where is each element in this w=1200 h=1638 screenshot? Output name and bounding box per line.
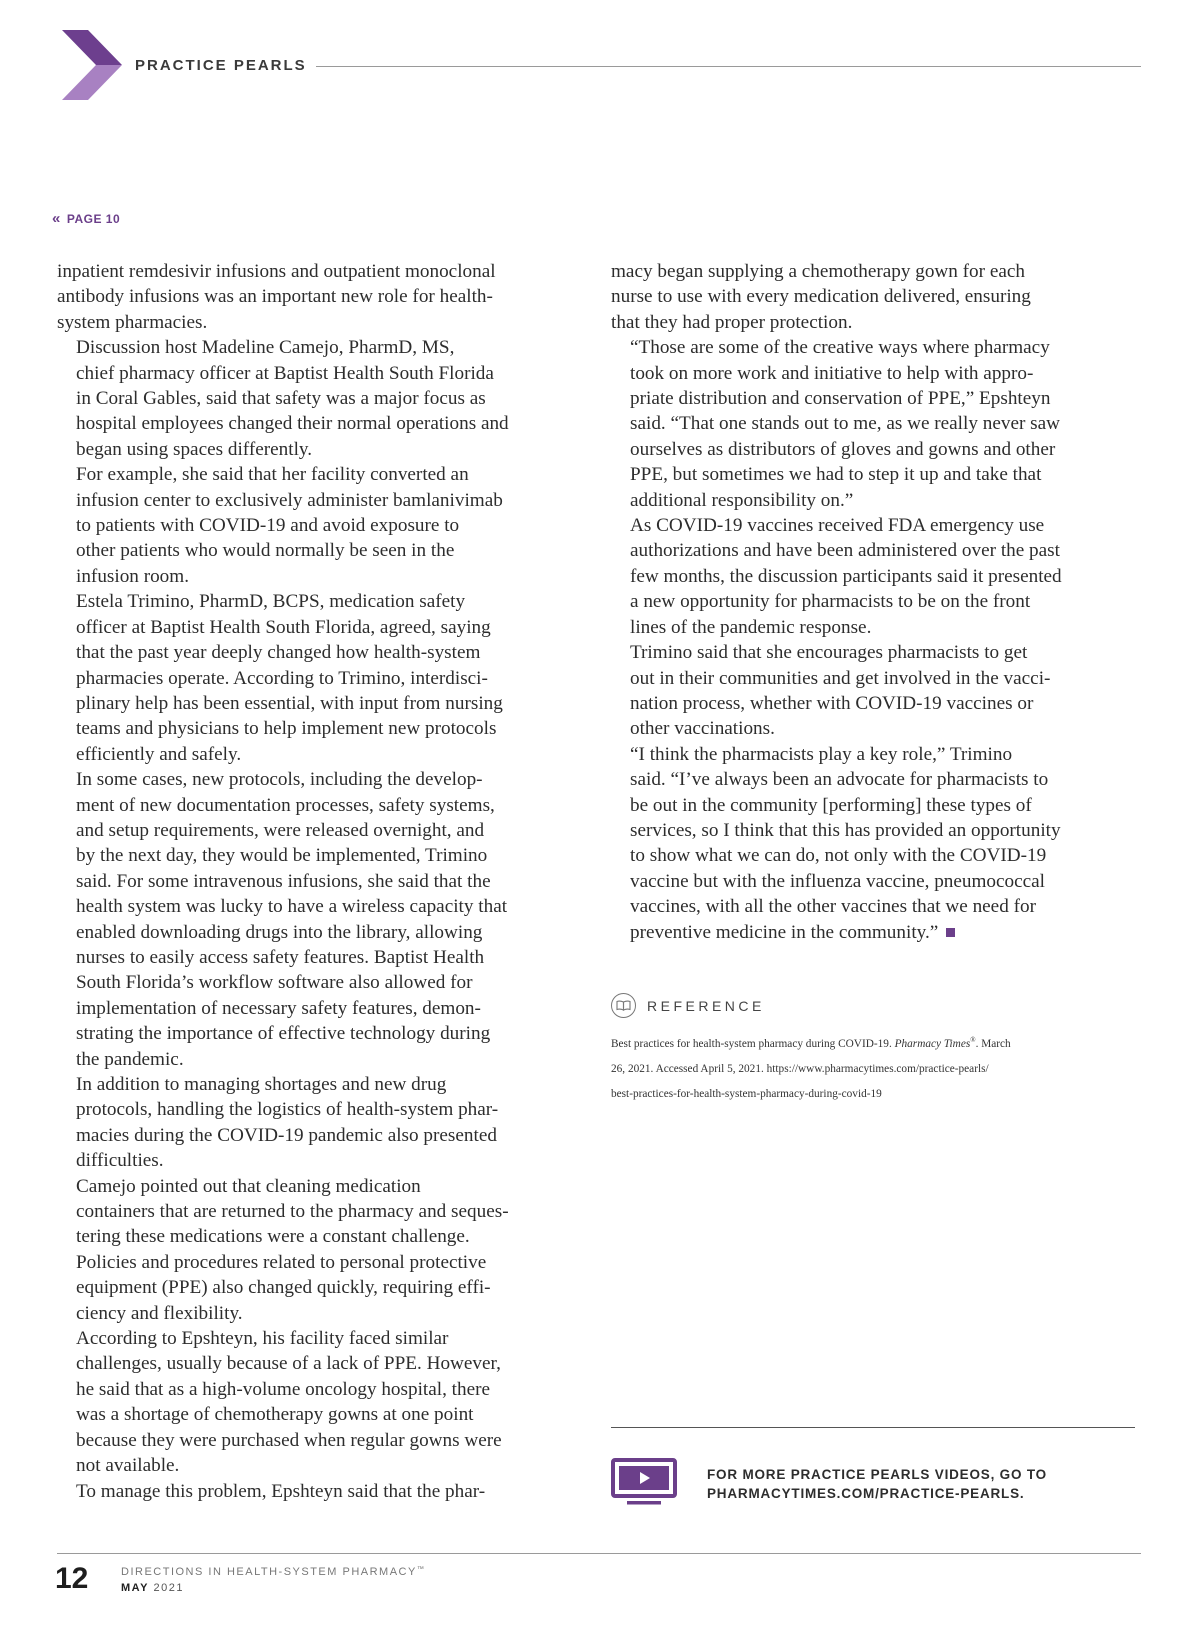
text-line: preventive medicine in the community.” xyxy=(630,921,939,943)
text-line: said. “I’ve always been an advocate for pharmacists to xyxy=(630,769,1049,791)
text-line: equipment (PPE) also changed quickly, requiring effi- xyxy=(76,1277,491,1299)
text-line: South Florida’s workflow software also allowed for xyxy=(76,972,473,994)
reference-header xyxy=(611,993,1136,1018)
paragraph xyxy=(57,1326,592,1478)
text-line: infusion room. xyxy=(76,565,189,587)
text-line: In addition to managing shortages and new drug xyxy=(76,1074,447,1095)
text-line: antibody infusions was an important new role for health- xyxy=(57,286,493,308)
text-line: he said that as a high-volume oncology hospital, there xyxy=(76,1378,491,1400)
text-line: other patients who would normally be seen in the xyxy=(76,540,455,562)
continued-from-link[interactable] xyxy=(52,210,120,227)
text-line: To manage this problem, Epshteyn said that the phar- xyxy=(76,1480,486,1502)
paragraph xyxy=(57,1072,592,1174)
chevron-logo-icon xyxy=(62,30,122,100)
text-line: Camejo pointed out that cleaning medication xyxy=(76,1175,421,1197)
text-line: and setup requirements, were released overnight, and xyxy=(76,819,485,841)
paragraph xyxy=(611,259,1141,335)
paragraph xyxy=(611,335,1141,513)
text-line: said. For some intravenous infusions, she said that the xyxy=(76,870,491,892)
text-line: challenges, usually because of a lack of PPE. However, xyxy=(76,1353,501,1375)
text-line: authorizations and have been administered over the past xyxy=(630,540,1060,562)
article-column-right xyxy=(611,259,1141,945)
promo-divider xyxy=(611,1427,1135,1428)
text-line: not available. xyxy=(76,1455,180,1477)
page-header xyxy=(0,0,1200,110)
text-line: that they had proper protection. xyxy=(611,311,853,333)
text-line: teams and physicians to help implement new protocols xyxy=(76,718,497,740)
paragraph xyxy=(57,767,592,1072)
text-line: plinary help has been essential, with input from nursing xyxy=(76,692,503,714)
reference-line: Best practices for health-system pharmacy during COVID-19. Pharmacy Times®. March xyxy=(611,1036,1011,1050)
text-line: “I think the pharmacists play a key role,” Trimino xyxy=(630,743,1013,765)
text-line: few months, the discussion participants said it presented xyxy=(630,565,1062,587)
reference-url[interactable]: best-practices-for-health-system-pharmacy-during-covid-19 xyxy=(611,1087,882,1100)
paragraph xyxy=(57,462,592,589)
text-line: ciency and flexibility. xyxy=(76,1302,243,1324)
paragraph xyxy=(611,742,1141,945)
text-line: vaccines, with all the other vaccines that we need for xyxy=(630,896,1036,918)
text-line: implementation of necessary safety features, demon- xyxy=(76,997,481,1019)
text-line: Trimino said that she encourages pharmacists to get xyxy=(630,642,1028,664)
text-line: tering these medications were a constant challenge. xyxy=(76,1226,470,1248)
text-line: services, so I think that this has provided an opportunity xyxy=(630,819,1061,841)
text-line: macy began supplying a chemotherapy gown for each xyxy=(611,261,1025,282)
text-line: health system was lucky to have a wireless capacity that xyxy=(76,896,508,918)
page-number: 12 xyxy=(55,1562,89,1595)
text-line: enabled downloading drugs into the library, allowing xyxy=(76,921,483,943)
text-line: vaccine but with the influenza vaccine, pneumococcal xyxy=(630,870,1046,892)
open-book-icon xyxy=(611,993,636,1018)
text-line: According to Epshteyn, his facility faced similar xyxy=(76,1328,449,1350)
text-line: be out in the community [performing] these types of xyxy=(630,794,1032,816)
paragraph xyxy=(57,589,592,767)
continued-page-label: PAGE 10 xyxy=(66,212,121,226)
text-line: strating the importance of effective technology during xyxy=(76,1023,491,1045)
text-line: was a shortage of chemotherapy gowns at one point xyxy=(76,1404,474,1426)
text-line: priate distribution and conservation of PPE,” Epshteyn xyxy=(630,388,1051,410)
text-line: out in their communities and get involved in the vacci- xyxy=(630,667,1051,689)
text-line: ment of new documentation processes, safety systems, xyxy=(76,794,495,816)
text-line: officer at Baptist Health South Florida, agreed, saying xyxy=(76,616,491,638)
paragraph xyxy=(57,1174,592,1326)
text-line: because they were purchased when regular gowns were xyxy=(76,1429,502,1451)
text-line: As COVID-19 vaccines received FDA emergency use xyxy=(630,515,1045,537)
section-title: PRACTICE PEARLS xyxy=(135,57,307,74)
reference-block xyxy=(611,993,1136,1107)
publication-name: DIRECTIONS IN HEALTH-SYSTEM PHARMACY™ xyxy=(121,1566,426,1578)
text-line: Policies and procedures related to personal protective xyxy=(76,1251,487,1273)
text-line: by the next day, they would be implemented, Trimino xyxy=(76,845,488,867)
paragraph xyxy=(57,1479,592,1504)
text-line: containers that are returned to the pharmacy and seques- xyxy=(76,1201,509,1223)
paragraph xyxy=(57,259,592,335)
paragraph xyxy=(57,335,592,462)
text-line: chief pharmacy officer at Baptist Health South Florida xyxy=(76,362,494,384)
text-line: inpatient remdesivir infusions and outpatient monoclonal xyxy=(57,261,496,282)
text-line: in Coral Gables, said that safety was a major focus as xyxy=(76,388,486,410)
text-line: began using spaces differently. xyxy=(76,438,313,460)
paragraph xyxy=(611,513,1141,640)
text-line: system pharmacies. xyxy=(57,311,208,333)
article-column-left xyxy=(57,259,592,1504)
text-line: the pandemic. xyxy=(76,1048,184,1070)
reference-line: 26, 2021. Accessed April 5, 2021. https://www.pharmacytimes.com/practice-pearls/ xyxy=(611,1062,989,1075)
text-line: to patients with COVID-19 and avoid exposure to xyxy=(76,515,460,537)
video-play-icon[interactable] xyxy=(611,1458,677,1506)
text-line: other vaccinations. xyxy=(630,718,775,740)
text-line: pharmacies operate. According to Trimino, interdisci- xyxy=(76,667,488,689)
issue-date: MAY 2021 xyxy=(121,1582,184,1594)
paragraph xyxy=(611,640,1141,742)
text-line: that the past year deeply changed how health-system xyxy=(76,642,481,664)
text-line: In some cases, new protocols, including the develop- xyxy=(76,769,483,791)
text-line: For example, she said that her facility converted an xyxy=(76,464,469,486)
text-line: nurse to use with every medication delivered, ensuring xyxy=(611,286,1031,308)
text-line: “Those are some of the creative ways where pharmacy xyxy=(630,337,1050,359)
text-line: Discussion host Madeline Camejo, PharmD, MS, xyxy=(76,337,455,359)
text-line: infusion center to exclusively administer bamlanivimab xyxy=(76,489,503,511)
reference-title: REFERENCE xyxy=(647,997,765,1014)
text-line: to show what we can do, not only with the COVID-19 xyxy=(630,845,1047,867)
text-line: a new opportunity for pharmacists to be on the front xyxy=(630,591,1031,613)
text-line: said. “That one stands out to me, as we really never saw xyxy=(630,413,1060,435)
text-line: additional responsibility on.” xyxy=(630,489,854,511)
text-line: protocols, handling the logistics of health-system phar- xyxy=(76,1099,499,1121)
header-divider xyxy=(316,66,1141,67)
text-line: difficulties. xyxy=(76,1150,164,1172)
text-line: nation process, whether with COVID-19 vaccines or xyxy=(630,692,1034,714)
text-line: Estela Trimino, PharmD, BCPS, medication safety xyxy=(76,591,466,613)
double-chevron-left-icon: « xyxy=(52,210,61,227)
text-line: macies during the COVID-19 pandemic also presented xyxy=(76,1124,497,1146)
text-line: nurses to easily access safety features. Baptist Health xyxy=(76,946,485,968)
journal-name: Pharmacy Times xyxy=(894,1037,971,1050)
text-line: took on more work and initiative to help with appro- xyxy=(630,362,1034,384)
text-line: ourselves as distributors of gloves and gowns and other xyxy=(630,438,1056,460)
text-line: efficiently and safely. xyxy=(76,743,242,765)
footer-divider xyxy=(57,1553,1141,1554)
text-line: PPE, but sometimes we had to step it up and take that xyxy=(630,464,1042,486)
text-line: hospital employees changed their normal operations and xyxy=(76,413,509,435)
promo-text[interactable]: FOR MORE PRACTICE PEARLS VIDEOS, GO TO PHARMACYTIMES.COM/PRACTICE-PEARLS. xyxy=(707,1467,1047,1501)
text-line: lines of the pandemic response. xyxy=(630,616,872,638)
end-of-article-square-icon xyxy=(946,928,955,937)
reference-citation xyxy=(611,1028,1136,1107)
